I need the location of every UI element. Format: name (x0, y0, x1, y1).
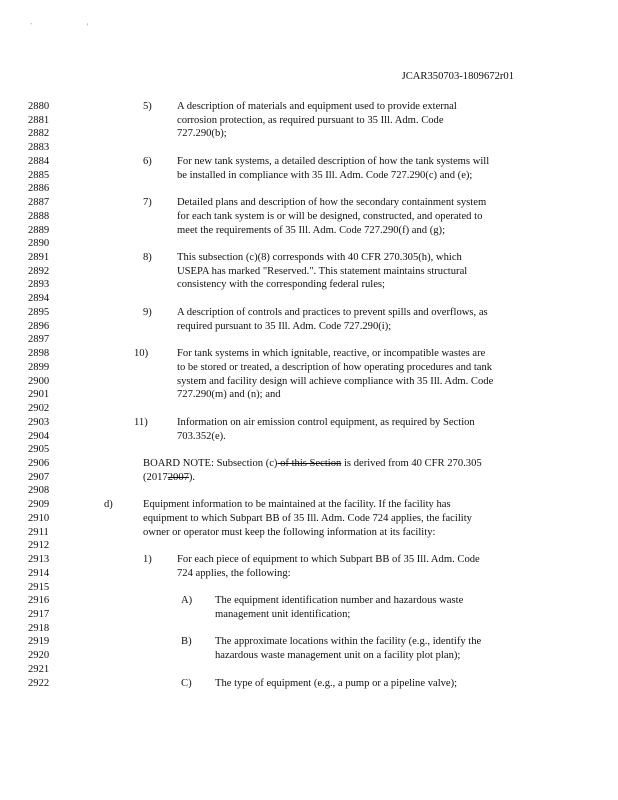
line-number: 2892 (28, 265, 50, 277)
subitem-text-line: The type of equipment (e.g., a pump or a pipeline valve); (215, 677, 458, 689)
line-number: 2907 (28, 471, 50, 483)
item-label: 10) (134, 348, 149, 360)
item-text-line: corrosion protection, as required pursuant to 35 Ill. Adm. Code (177, 114, 444, 126)
line-number: 2890 (28, 238, 50, 250)
board-note-text: is derived from 40 CFR 270.305 (341, 457, 482, 469)
line-number: 2910 (28, 512, 50, 524)
line-number: 2922 (28, 677, 50, 689)
subitem-label: C) (181, 677, 192, 689)
item-label: 5) (143, 101, 152, 112)
line-number: 2904 (28, 430, 50, 442)
item-text-line: required pursuant to 35 Ill. Adm. Code 727.290(i); (177, 320, 392, 332)
subitem-label: B) (181, 636, 192, 648)
board-note-text: ). (188, 471, 196, 483)
item-text-line: 724 applies, the following: (177, 567, 291, 579)
item-text-line: consistency with the corresponding federal rules; (177, 279, 385, 291)
subsection-text-line: owner or operator must keep the following information at its facility: (143, 526, 436, 538)
line-number: 2893 (28, 279, 50, 291)
line-number: 2900 (28, 375, 50, 387)
item-text-line: Detailed plans and description of how the secondary containment system (177, 197, 487, 209)
board-note (143, 457, 482, 471)
item-text-line: A description of controls and practices to prevent spills and overflows, as (177, 306, 488, 318)
line-number: 2913 (28, 554, 50, 566)
line-number: 2887 (28, 197, 50, 209)
line-number: 2884 (28, 155, 50, 167)
board-note-text: BOARD NOTE: Subsection (c) (143, 457, 278, 469)
document-id: JCAR350703-1809672r01 (401, 71, 514, 82)
item-text-line: 703.352(e). (177, 430, 226, 442)
line-number: 2888 (28, 210, 50, 222)
line-number: 2883 (28, 142, 50, 154)
board-note-text: (2017 (143, 471, 168, 483)
item-text-line: For tank systems in which ignitable, reactive, or incompatible wastes are (177, 348, 486, 360)
item-text-line: For new tank systems, a detailed description of how the tank systems will (177, 155, 490, 167)
line-number: 2906 (28, 457, 50, 469)
line-number: 2915 (28, 581, 50, 593)
item-text-line: to be stored or treated, a description of how operating procedures and tank (177, 361, 493, 373)
item-text-line: For each piece of equipment to which Subpart BB of 35 Ill. Adm. Code (177, 554, 480, 566)
line-number: 2891 (28, 252, 50, 264)
line-number: 2916 (28, 595, 50, 607)
item-text-line: meet the requirements of 35 Ill. Adm. Code 727.290(f) and (g); (177, 224, 446, 236)
item-text-line: 727.290(b); (177, 128, 227, 140)
line-number: 2896 (28, 320, 50, 332)
item-label: 11) (134, 416, 148, 428)
line-number: 2898 (28, 348, 50, 360)
struck-text: 2007 (167, 471, 189, 483)
line-number: 2909 (28, 499, 50, 511)
line-number: 2899 (28, 361, 50, 373)
line-number: 2918 (28, 622, 50, 634)
subitem-text-line: management unit identification; (215, 609, 351, 620)
line-number: 2912 (28, 540, 50, 552)
line-number: 2919 (28, 636, 50, 648)
subsection-label: d) (104, 499, 113, 511)
subitem-text-line: hazardous waste management unit on a facility plot plan); (215, 650, 461, 662)
line-number: 2886 (28, 183, 50, 195)
item-text-line: be installed in compliance with 35 Ill. Adm. Code 727.290(c) and (e); (177, 169, 473, 181)
line-number: 2917 (28, 609, 50, 620)
item-label: 9) (143, 306, 152, 318)
line-number: 2914 (28, 567, 50, 579)
line-number: 2911 (28, 526, 49, 538)
line-number: 2889 (28, 224, 50, 236)
struck-text: of this Section (277, 457, 342, 469)
item-text-line: This subsection (c)(8) corresponds with 40 CFR 270.305(h), which (177, 252, 462, 264)
line-number: 2882 (28, 128, 50, 140)
line-number: 2921 (28, 663, 50, 675)
item-label: 1) (143, 554, 152, 566)
item-text-line: for each tank system is or will be designed, constructed, and operated to (177, 210, 483, 222)
scan-marks: ` ' (30, 22, 115, 31)
subitem-label: A) (181, 595, 193, 607)
line-number: 2902 (28, 403, 50, 415)
item-text-line: system and facility design will achieve compliance with 35 Ill. Adm. Code (177, 375, 494, 387)
line-number: 2903 (28, 416, 50, 428)
line-number: 2905 (28, 444, 50, 456)
item-text-line: Information on air emission control equipment, as required by Section (177, 416, 475, 428)
line-number: 2881 (28, 114, 50, 126)
line-number: 2901 (28, 389, 50, 401)
line-number: 2880 (28, 101, 50, 112)
item-text-line: 727.290(m) and (n); and (177, 389, 281, 401)
board-note-line-2 (143, 471, 195, 485)
line-number: 2908 (28, 485, 50, 497)
item-label: 8) (143, 252, 152, 264)
subitem-text-line: The equipment identification number and hazardous waste (215, 595, 464, 607)
line-number: 2895 (28, 306, 50, 318)
subitem-text-line: The approximate locations within the facility (e.g., identify the (215, 636, 482, 648)
line-number: 2894 (28, 293, 50, 305)
line-number: 2920 (28, 650, 50, 662)
line-number: 2885 (28, 169, 50, 181)
subsection-text-line: Equipment information to be maintained at the facility. If the facility has (143, 499, 451, 511)
subsection-text-line: equipment to which Subpart BB of 35 Ill. Adm. Code 724 applies, the facility (143, 512, 472, 524)
item-text-line: A description of materials and equipment used to provide external (177, 101, 457, 112)
item-text-line: USEPA has marked "Reserved.". This statement maintains structural (177, 265, 468, 277)
item-label: 7) (143, 197, 152, 209)
line-number: 2897 (28, 334, 50, 346)
item-label: 6) (143, 155, 152, 167)
